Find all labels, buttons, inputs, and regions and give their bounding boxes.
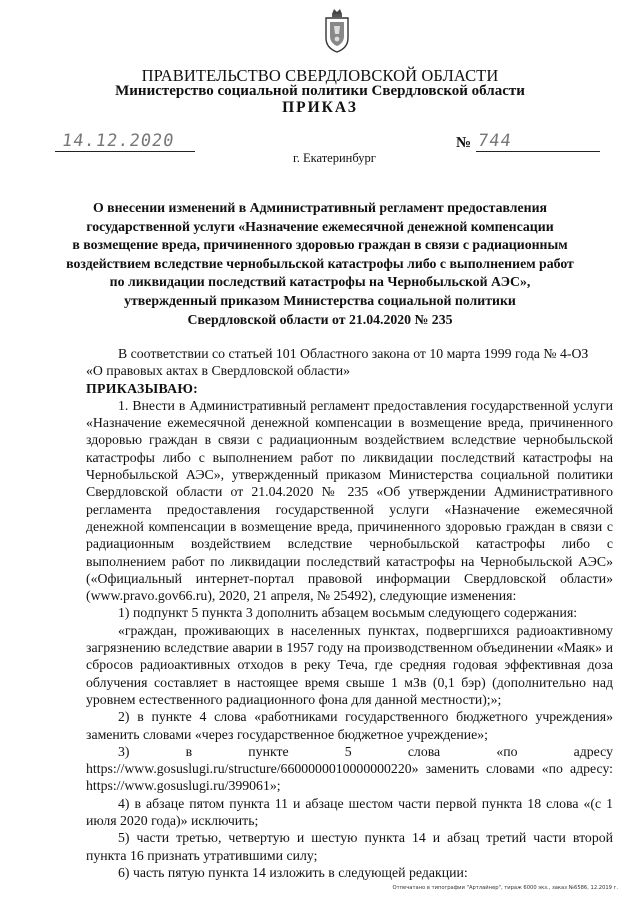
document-body [86, 345, 613, 881]
document-title [60, 199, 580, 329]
title-line: по ликвидации последствий катастрофы на Чернобыльской АЭС», [109, 274, 531, 290]
title-line: утвержденный приказом Министерства социальной политики [124, 292, 516, 308]
paragraph-subitem-2: 2) в пункте 4 слова «работниками государственного бюджетного учреждения» заменить словами «через государственное бюджетное учреждение»; [86, 709, 613, 742]
intro-continuation: «О правовых актах в Свердловской области» [86, 363, 351, 379]
title-line: О внесении изменений в Административный регламент предоставления [92, 200, 548, 215]
date-underline [55, 151, 195, 152]
title-line: государственной услуги «Назначение ежемесячной денежной компенсации [86, 218, 554, 234]
government-name: ПРАВИТЕЛЬСТВО СВЕРДЛОВСКОЙ ОБЛАСТИ [141, 66, 499, 85]
intro-paragraph: В соответствии со статьей 101 Областного закона от 10 марта 1999 года № 4-ОЗ [118, 346, 589, 361]
printer-note: Отпечатано в типографии "Артлайнер", тираж 6000 экз., заказ №6586, 12.2019 г. [392, 885, 618, 891]
paragraph-subitem-6: 6) часть пятую пункта 14 изложить в следующей редакции: [118, 864, 468, 880]
title-line: Свердловской области от 21.04.2020 № 235 [187, 311, 453, 327]
paragraph-1: 1. Внести в Административный регламент предоставления государственной услуги «Назначение ежемесячной денежной компенсации в возмещение вреда, причиненного здоровью граждан в связи с радиационным воздействием вследствие чернобыльской катастрофы либо с выполнением работ по ликвидации последствий катастрофы на Чернобыльской АЭС», утвержденный приказом Министерства социальной политики Свердловской области от 21.04.2020 № 235 «Об утверждении Административного регламента предоставления государственной услуги «Назначение ежемесячной денежной компенсации в возмещение вреда, причиненного здоровью граждан в связи с радиационным воздействием вследствие чернобыльской катастрофы либо с выполнением работ по ликвидации последствий катастрофы на Чернобыльской АЭС» («Официальный интернет-портал правовой информации Свердловской области» (www.pravo.gov66.ru), 2020, 21 апреля, № 25492), следующие изменения: [86, 397, 613, 604]
number-underline [476, 151, 600, 152]
document-type: ПРИКАЗ [282, 99, 358, 116]
paragraph-quote: «граждан, проживающих в населенных пунктах, подвергшихся радиоактивному загрязнению вследствие аварии в 1957 году на производственном объединении «Маяк» и сбросов радиоактивных отходов в реку Теча, где средняя годовая эффективная доза облучения составляет в настоящее время свыше 1 мЗв (0,1 бэр) (дополнительно над уровнем естественного радиационного фона для данной местности);»; [86, 622, 613, 707]
paragraph-subitem-3: 3) в пункте 5 слова «по адресу https://www.gosuslugi.ru/structure/6600000010000000220» заменить словами «по адресу: https://www.gosuslugi.ru/399061»; [86, 743, 613, 794]
paragraph-subitem-1: 1) подпункт 5 пункта 3 дополнить абзацем восьмым следующего содержания: [118, 605, 578, 621]
order-number: 744 [476, 131, 514, 151]
paragraph-subitem-4: 4) в абзаце пятом пункта 11 и абзаце шестом части первой пункта 18 слова «(с 1 июля 2020 года)» исключить; [86, 795, 613, 829]
order-date: 14.12.2020 [60, 131, 176, 151]
city: г. Екатеринбург [293, 151, 376, 165]
paragraph-subitem-5: 5) части третью, четвертую и шестую пункта 14 и абзац третий части второй пункта 16 признать утратившими силу; [86, 830, 613, 863]
title-line: воздействием вследствие чернобыльской катастрофы либо с выполнением работ [66, 255, 574, 271]
order-number-label: № [456, 135, 472, 151]
title-line: в возмещение вреда, причиненного здоровью граждан в связи с радиационным [72, 237, 568, 253]
order-keyword: ПРИКАЗЫВАЮ: [86, 380, 199, 396]
ministry-name: Министерство социальной политики Свердловской области [115, 83, 525, 99]
coat-of-arms-icon [322, 6, 352, 54]
